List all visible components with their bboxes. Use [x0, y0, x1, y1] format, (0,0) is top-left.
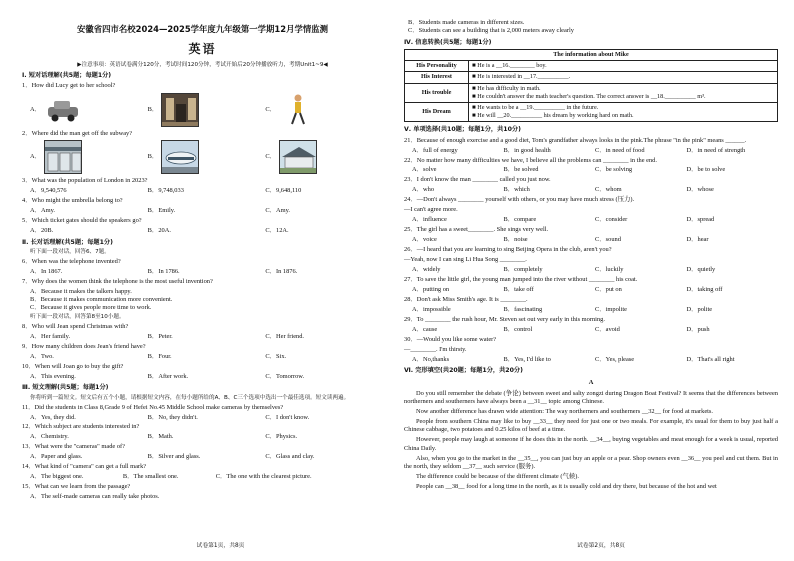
table-row [405, 61, 778, 72]
table-row [405, 103, 778, 122]
answer-options [412, 216, 778, 224]
listening-note: 听下面一段对话，回答6、7题。 [30, 248, 110, 255]
option[interactable]: C．Yes, please [595, 355, 635, 363]
option[interactable]: B．Yes, I'd like to [503, 355, 551, 363]
option[interactable]: B．Emily. [147, 207, 176, 215]
answer-options [30, 207, 383, 215]
answer-options [30, 373, 383, 381]
station-building-image [161, 140, 199, 174]
option[interactable]: A．No,thanks [412, 355, 450, 363]
option[interactable]: A．Amy. [30, 207, 55, 215]
section-heading: Ⅰ. 短对话理解(共5题；每题1分) [22, 72, 112, 80]
option[interactable]: D．be to solve [686, 166, 726, 174]
question: 25．The girl has a sweet________. She sings very well. [404, 226, 549, 234]
row-label: His Interest [405, 72, 469, 83]
row-line: ■ He couldn't answer the math teacher's question. The correct answer is __18.__________ m³. [472, 92, 706, 100]
option[interactable]: C．9,648,110 [265, 187, 302, 195]
option[interactable]: C．be solving [595, 166, 633, 174]
row-label: His Dream [405, 103, 469, 122]
option[interactable]: B．noise [503, 236, 528, 244]
option[interactable]: B．Silver and glass. [147, 453, 201, 461]
question: 26．—I heard that you are learning to sing Beijing Opera in the club, aren't you? [404, 246, 612, 254]
question: 12．Which subject are students interested in? [22, 423, 140, 431]
option[interactable]: C．In 1876. [265, 267, 298, 275]
section-heading: Ⅳ. 信息转换(共5题；每题1分) [404, 38, 492, 46]
option[interactable]: D．in need of strength [686, 146, 746, 154]
question: 8．Who will Jean spend Christmas with? [22, 323, 129, 331]
info-table [404, 49, 778, 122]
exam-notice: ▶注意事项：英语试卷满分120分，考试时间120分钟，考试开始后20分钟播放听力，考期Unit1~9◀ [77, 61, 328, 68]
section-instructions: 你将听到一篇短文。短文后有五个小题，请根据短文内容，在每小题所给的A、B、C三个选项中选出一个最佳选项。短文读两遍。 [30, 394, 350, 401]
answer-options [30, 353, 383, 361]
answer-options [412, 356, 778, 364]
option[interactable]: B．The smallest one. [122, 473, 179, 481]
question: 6．When was the telephone invented? [22, 257, 121, 265]
option-label: A． [30, 153, 42, 161]
option[interactable]: C．I don't know. [265, 413, 310, 421]
option[interactable]: D．push [686, 325, 710, 333]
option[interactable]: A．full of energy [412, 146, 458, 154]
walking-person-image [279, 93, 317, 127]
option[interactable]: A．Paper and glass. [30, 453, 83, 461]
question: 9．How many children does Jean's friend have? [22, 343, 146, 351]
option[interactable]: C．Because it gives people more time to work. [30, 304, 152, 312]
option[interactable]: A．20B. [30, 227, 54, 235]
question: 24．—Don't always ________ yourself with others, or you may have much stress (压力). [404, 196, 635, 204]
question: 1．How did Lucy get to her school? [22, 82, 116, 90]
option[interactable]: B．After work. [147, 373, 189, 381]
listening-note: 听下面一段对话，回答第8至10小题。 [30, 314, 125, 321]
passage-paragraph: People can __38__ food for a long time in the north, as it is usually cold and dry there, but because of the hot and wet [416, 483, 717, 491]
option[interactable]: A．who [412, 186, 435, 194]
row-line: ■ He wants to be a __19.__________ in the future. [472, 104, 599, 112]
option[interactable]: D．polite [686, 305, 713, 313]
answer-options [412, 326, 778, 334]
option[interactable]: D．hear [686, 236, 709, 244]
answer-options [30, 473, 383, 481]
answer-options [412, 286, 778, 294]
option[interactable]: A．This evening. [30, 373, 76, 381]
question-reply: —Yeah, now I can sing Li Hua Song ________. [404, 256, 527, 264]
answer-options [30, 453, 383, 461]
option[interactable]: B．20A. [147, 227, 171, 235]
answer-options [412, 236, 778, 244]
option[interactable]: B．be solved [503, 166, 539, 174]
answer-options [30, 227, 383, 235]
option[interactable]: A．In 1867. [30, 267, 63, 275]
section-heading: Ⅵ. 完形填空(共20题；每题1分，共20分) [404, 367, 523, 375]
option[interactable]: C．Students can see a building that is 2,000 meters away clearly [408, 27, 574, 35]
answer-options [408, 19, 778, 36]
row-label: His Personality [405, 61, 469, 72]
passage-paragraph: However, people may laugh at someone if he does this in the north. __34__, buying vegetables and meat enough for a week is usual, reported China Daily. [404, 436, 778, 452]
option[interactable]: D．taking off [686, 285, 723, 293]
question: 13．What were the "cameras" made of? [22, 443, 125, 451]
picture-options [30, 93, 383, 127]
option[interactable]: C．consider [595, 216, 628, 224]
answer-options [412, 166, 778, 174]
option[interactable]: B．in good health [503, 146, 551, 154]
table-row [405, 72, 778, 83]
option-label: B． [147, 105, 159, 113]
option[interactable]: C．Amy. [265, 207, 290, 215]
page-footer: 试卷第1页，共8页 [196, 543, 245, 550]
question: 3．What was the population of London in 2023? [22, 177, 148, 185]
option-label: C． [265, 105, 276, 113]
question: 15．What can we learn from the passage? [22, 483, 131, 491]
option[interactable]: A．putting on [412, 285, 450, 293]
option[interactable]: C．sound [595, 236, 621, 244]
answer-options [30, 493, 383, 501]
option[interactable]: D．spread [686, 216, 715, 224]
option[interactable]: A．The self-made cameras can really take photos. [30, 493, 160, 501]
option[interactable]: C．whom [595, 186, 622, 194]
option-label: C． [265, 153, 276, 161]
option[interactable]: A．The biggest one. [30, 473, 84, 481]
option[interactable]: A．widely [412, 265, 441, 273]
option[interactable]: A．Chemistry. [30, 433, 69, 441]
option[interactable]: B．completely [503, 265, 543, 273]
answer-options [412, 186, 778, 194]
passage-paragraph: Now another difference has drawn wide attention: The way northerners and southerners __32__ for food at markets. [416, 408, 714, 416]
option[interactable]: B．Students made cameras in different sizes. [408, 19, 525, 26]
option[interactable]: B．Peter. [147, 333, 173, 341]
option[interactable]: A．Her family. [30, 333, 71, 341]
option[interactable]: A．impossible [412, 305, 451, 313]
passage-paragraph: Also, when you go to the market in the __35__, you can just buy an apple or a pear. Shop owners even __36__ you peel and cut them. But in the north, they seldom __37__ such service (服务). [404, 454, 778, 471]
section-heading: Ⅱ. 长对话理解(共5题；每题1分) [22, 238, 113, 246]
question: 2．Where did the man get off the subway? [22, 129, 133, 137]
question: 28．Don't ask Miss Smith's age. It is ________. [404, 295, 528, 303]
option[interactable]: C．Glass and clay. [265, 453, 315, 461]
option[interactable]: B．compare [503, 216, 537, 224]
answer-options [30, 333, 383, 341]
answer-options [30, 288, 383, 313]
question: 14．What kind of "camera" can get a full mark? [22, 463, 147, 471]
question-reply: —I can't agree more. [404, 206, 458, 214]
option[interactable]: D．That's all right [686, 355, 735, 363]
station-exterior-image [279, 140, 317, 174]
option[interactable]: C．put on [595, 285, 622, 293]
table-row [405, 83, 778, 102]
answer-options [30, 414, 383, 422]
option[interactable]: B．take off [503, 285, 534, 293]
row-content[interactable]: ■ He is interested in __17.__________. [469, 72, 778, 83]
question: 27．To save the little girl, the young man jumped into the river without ________ his coat. [404, 275, 638, 283]
answer-options [412, 306, 778, 314]
option[interactable]: C．Physics. [265, 433, 298, 441]
car-image [44, 93, 82, 127]
option[interactable]: A．influence [412, 216, 447, 224]
passage-paragraph: The difference could be because of the different climate (气候). [416, 473, 580, 481]
option[interactable]: A．solve [412, 166, 437, 174]
subway-platform-image [44, 140, 82, 174]
passage-paragraph: Do you still remember the debate (争论) between sweet and salty zongzi during Dragon Boat Festival? It seems that the differences between northerners and southerners have always been a __31__ topic among Chinese. [404, 389, 778, 406]
exam-title: 安徽省四市名校2024—2025学年度九年级第一学期12月学情监测 [77, 24, 328, 34]
answer-options [30, 268, 383, 276]
question: 11．Did the students in Class 8,Grade 9 of Hefei No.45 Middle School make cameras by themselves? [22, 403, 284, 411]
option[interactable]: B．fascinating [503, 305, 543, 313]
subway-interior-image [161, 93, 199, 127]
exam-page-right [400, 0, 794, 561]
question: 10．When will Joan go to buy the gift? [22, 363, 124, 371]
option[interactable]: C．12A. [265, 227, 289, 235]
option[interactable]: C．avoid [595, 325, 620, 333]
passage-paragraph: People from southern China may like to buy __33__ they need for just one or two meals. For example, it's usual for them to buy just half a Chinese cabbage, two potatoes and 0.25 kilos of beef at a time. [404, 418, 778, 434]
question: 7．Why does the women think the telephone is the most useful invention? [22, 277, 213, 285]
option[interactable]: B．Four. [147, 353, 172, 361]
option[interactable]: B．No, they didn't. [147, 413, 198, 421]
option[interactable]: C．in need of food [595, 146, 645, 154]
question: 29．To ________ the rush hour, Mr. Steven set out very early in this morning. [404, 315, 605, 323]
option[interactable]: B．Math. [147, 433, 174, 441]
section-heading: Ⅴ. 单项选择(共10题；每题1分，共10分) [404, 126, 521, 134]
row-content[interactable] [469, 83, 778, 102]
option[interactable]: D．quietly [686, 265, 716, 273]
option-label: A． [30, 105, 42, 113]
row-line: ■ He has difficulty in math. [472, 84, 541, 92]
option[interactable]: D．whose [686, 186, 714, 194]
answer-options [30, 433, 383, 441]
table-title: The information about Mike [405, 50, 778, 61]
option[interactable]: C．Six. [265, 353, 287, 361]
option[interactable]: A．9,540,576 [30, 187, 67, 195]
question: 22．No matter how many difficulties we have, I believe all the problems can ________ in the end. [404, 156, 657, 164]
option[interactable]: C．Her friend. [265, 333, 305, 341]
option-label: B． [147, 153, 159, 161]
option[interactable]: B．which [503, 186, 530, 194]
passage-label: A [588, 379, 594, 387]
answer-options [412, 266, 778, 274]
question: 5．Which ticket gates should the speakers go? [22, 217, 142, 225]
subject-title: 英语 [188, 42, 217, 57]
row-content[interactable]: ■ He is a __16.________ boy. [469, 61, 778, 72]
row-line: ■ He will __20.__________ his dream by working hard on math. [472, 112, 634, 120]
option[interactable]: A．Because it makes the talkers happy. [30, 287, 132, 295]
picture-options [30, 140, 383, 174]
option[interactable]: B．9,748,033 [147, 187, 184, 195]
row-label: His trouble [405, 83, 469, 102]
row-content[interactable] [469, 103, 778, 122]
option[interactable]: A．voice [412, 236, 437, 244]
option[interactable]: B．Because it makes communication more convenient. [30, 295, 173, 303]
question: 21．Because of enough exercise and a good diet, Tom's grandfather always looks in the pink.The phrase "in the pink" means ______. [404, 136, 747, 144]
option[interactable]: A．Yes, they did. [30, 413, 76, 421]
option[interactable]: C．Tomorrow. [265, 373, 305, 381]
answer-options [30, 187, 383, 195]
page-footer: 试卷第2页，共8页 [577, 543, 625, 550]
option[interactable]: A．Two. [30, 353, 54, 361]
answer-options [412, 147, 778, 155]
option[interactable]: B．control [503, 325, 533, 333]
section-heading: Ⅲ. 短文理解(共5题；每题1分) [22, 384, 109, 392]
option[interactable]: C．impolite [595, 305, 627, 313]
question: 4．Who might the umbrella belong to? [22, 197, 123, 205]
option[interactable]: C．luckily [595, 265, 624, 273]
question-reply: —________. I'm thirsty. [404, 345, 467, 353]
question: 30．—Would you like some water? [404, 335, 497, 343]
option[interactable]: A．cause [412, 325, 438, 333]
option[interactable]: C．The one with the clearest picture. [215, 473, 312, 481]
question: 23．I don't know the man ________ called you just now. [404, 176, 551, 184]
option[interactable]: B．In 1786. [147, 267, 180, 275]
